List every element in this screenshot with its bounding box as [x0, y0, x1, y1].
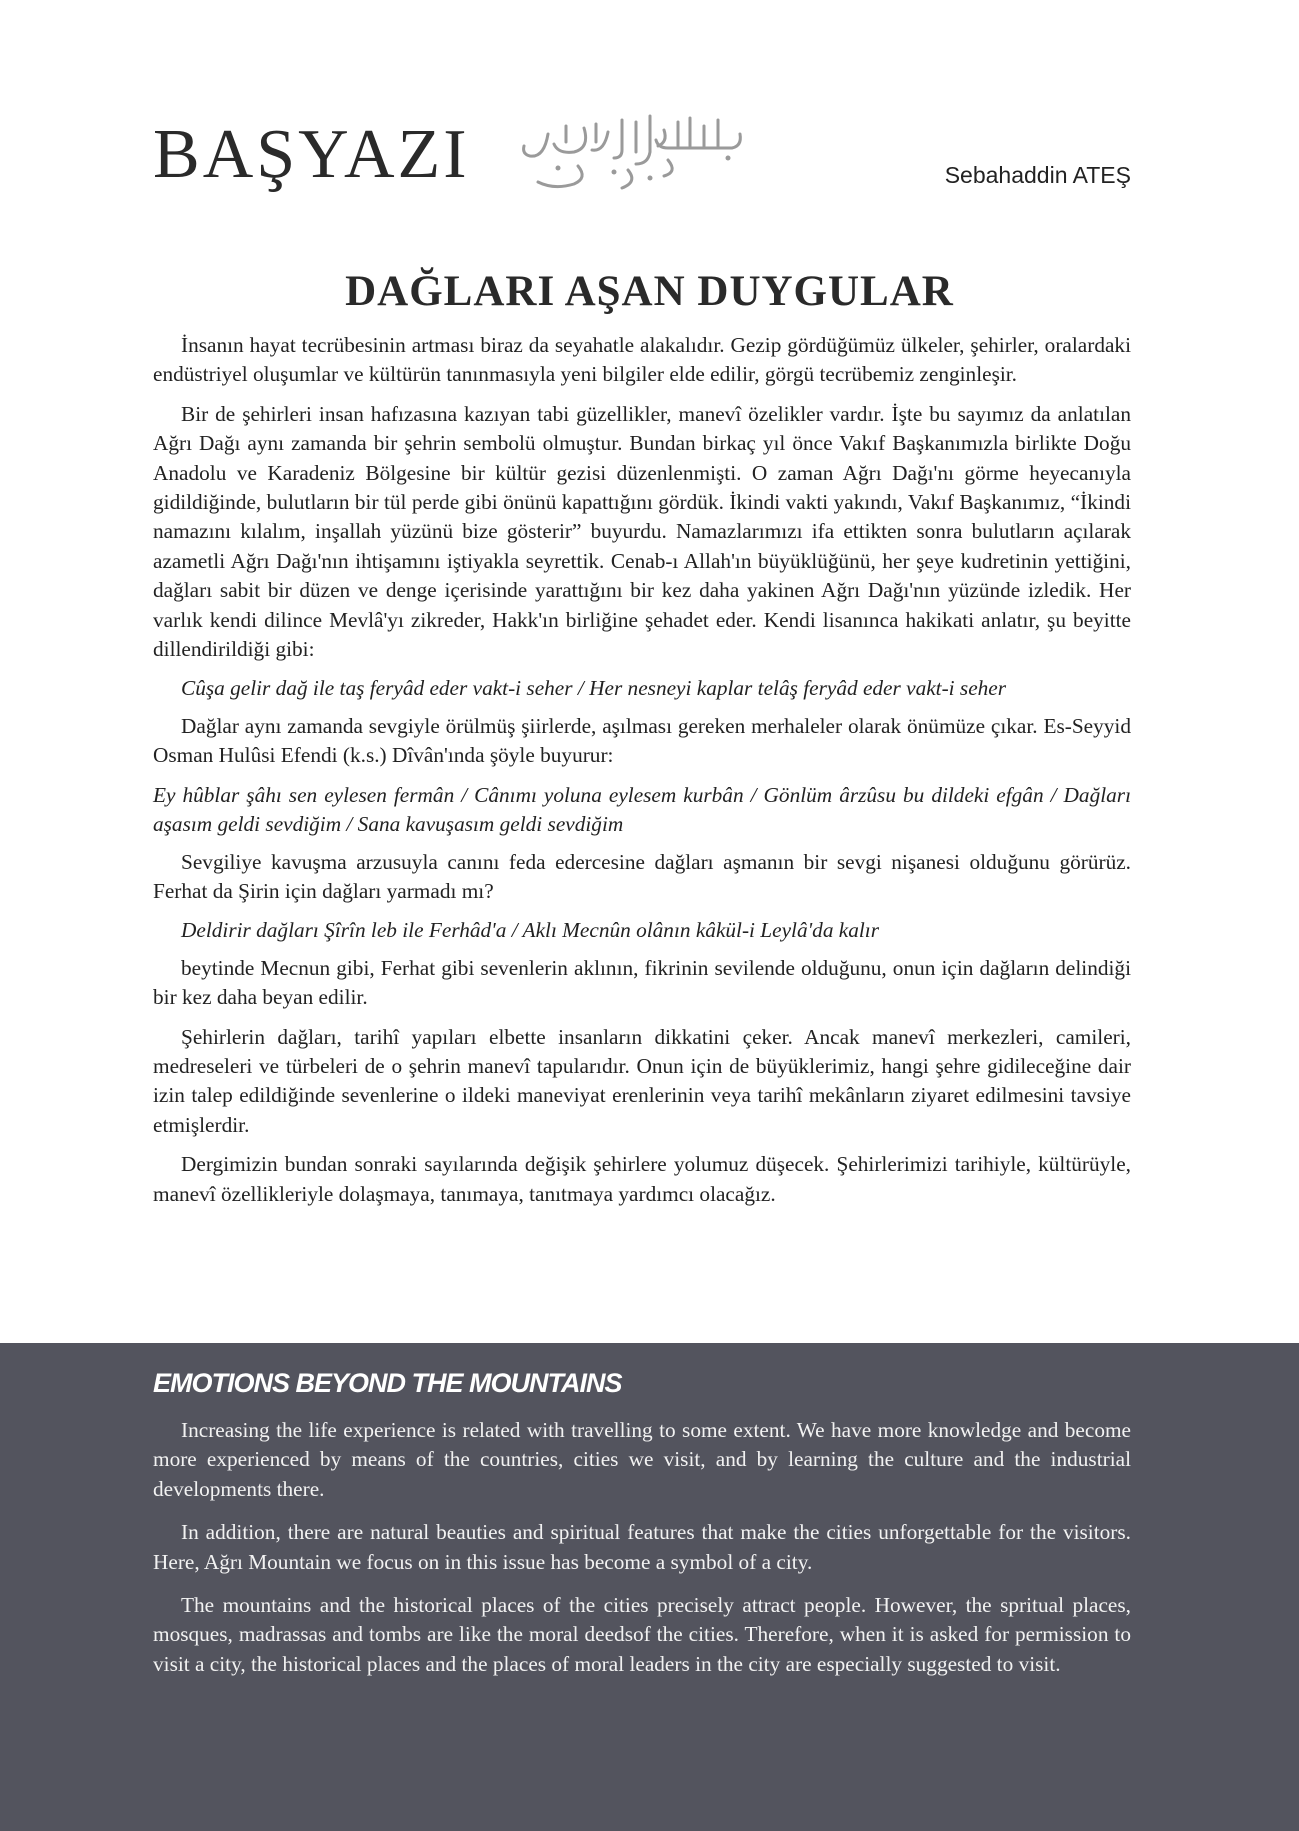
verse-quote: Deldirir dağları Şîrîn leb ile Ferhâd'a / Aklı Mecnûn olânın kâkül-i Leylâ'da kalır [181, 918, 880, 943]
article-title: DAĞLARI AŞAN DUYGULAR [345, 268, 954, 315]
verse-quote: Cûşa gelir dağ ile taş feryâd eder vakt-i seher / Her nesneyi kaplar telâş feryâd eder vakt-i seher [181, 676, 1007, 701]
paragraph: Dergimizin bundan sonraki sayılarında değişik şehirlere yolumuz düşecek. Şehirlerimizi tarihiyle, kültürüyle, manevî özellikleriyle dolaşmaya, tanımaya, tanıtmaya yardımcı olacağız. [153, 1152, 1131, 1206]
article-body [153, 331, 1131, 1219]
paragraph: In addition, there are natural beauties and spiritual features that make the cities unforgettable for the visitors. Here, Ağrı Mountain we focus on in this issue has become a symbol of a city. [153, 1520, 1131, 1574]
paragraph: İnsanın hayat tecrübesinin artması biraz da seyahatle alakalıdır. Gezip gördüğümüz ülkeler, şehirler, oralardaki endüstriyel oluşumlar ve kültürün tanınmasıyla yeni bilgiler elde edilir, görgü tecrübemiz zenginleşir. [153, 333, 1131, 387]
page-header [0, 0, 1299, 260]
author-name: Sebahaddin ATEŞ [944, 162, 1131, 188]
paragraph: Increasing the life experience is related with travelling to some extent. We have more knowledge and become more experienced by means of the countries, cities we visit, and by learning the culture and the industrial developments there. [153, 1418, 1131, 1501]
paragraph: The mountains and the historical places of the cities precisely attract people. However, the spritual places, mosques, madrassas and tombs are like the moral deedsof the cities. Therefore, when it is asked for permission to visit a city, the historical places and the places of moral leaders in the city are especially suggested to visit. [153, 1593, 1131, 1676]
paragraph: Sevgiliye kavuşma arzusuyla canını feda edercesine dağları aşmanın bir sevgi nişanesi olduğunu görürüz. Ferhat da Şirin için dağları yarmadı mı? [153, 849, 1131, 903]
section-title: BAŞYAZI [153, 116, 470, 193]
paragraph: beytinde Mecnun gibi, Ferhat gibi sevenlerin aklının, fikrinin sevilende olduğunu, onun için dağların delindiği bir kez daha beyan edilir. [153, 955, 1131, 1010]
paragraph: Bir de şehirleri insan hafızasına kazıyan tabi güzellikler, manevî özelikler vardır. İşte bu sayımız da anlatılan Ağrı Dağı aynı zamanda bir şehrin sembolü olmuştur. Bundan birkaç yıl önce Vakıf Başkanımızla birlikte Doğu Anadolu ve Karadeniz Bölgesine bir kültür gezisi düzenlenmişti. O zaman Ağrı Dağı'nı görme heyecanıyla gidildiğinde, bulutların bir tül perde gibi önünü kapattığını gördük. İkindi vakti yakındı, Vakıf Başkanımız, “İkindi namazını kılalım, inşallah yüzünü bize gösterir” buyurdu. Namazlarımızı ifa ettikten sonra bulutların açılarak azametli Ağrı Dağı'nın ihtişamını iştiyakla seyrettik. Cenab-ı Allah'ın büyüklüğünü, her şeye kudretinin yettiğini, dağları sabit bir düzen ve denge içerisinde yarattığını bir kez daha yakinen Ağrı Dağı'nın yüzünde izledik. Her varlık kendi dilince Mevlâ'yı zikreder, Hakk'ın birliğine şehadet eder. Kendi lisanınca hakikati anlatır, şu beyitte dillendirildiği gibi: [153, 401, 1131, 662]
english-title: EMOTIONS BEYOND THE MOUNTAINS [153, 1368, 622, 1398]
basmala-calligraphy-icon [518, 112, 750, 196]
paragraph: Şehirlerin dağları, tarihî yapıları elbette insanların dikkatini çeker. Ancak manevî merkezleri, camileri, medreseleri ve türbeleri de o şehrin manevî tapularıdır. Onun için de büyüklerimiz, hangi şehre gidileceğine dair izin talep edildiğinde sevenlerine o ildeki maneviyat erenlerinin veya tarihî mekânların ziyaret edilmesini tavsiye etmişlerdir. [153, 1024, 1131, 1137]
verse-quote: Ey hûblar şâhı sen eylesen fermân / Cânımı yoluna eylesem kurbân / Gönlüm ârzûsu bu dildeki efgân / Dağları aşasım geldi sevdiğim / Sana kavuşasım geldi sevdiğim [153, 782, 1131, 837]
paragraph: Dağlar aynı zamanda sevgiyle örülmüş şiirlerde, aşılması gereken merhaleler olarak önümüze çıkar. Es-Seyyid Osman Hulûsi Efendi (k.s.) Dîvân'ında şöyle buyurur: [153, 713, 1131, 768]
english-body [153, 1416, 1131, 1693]
